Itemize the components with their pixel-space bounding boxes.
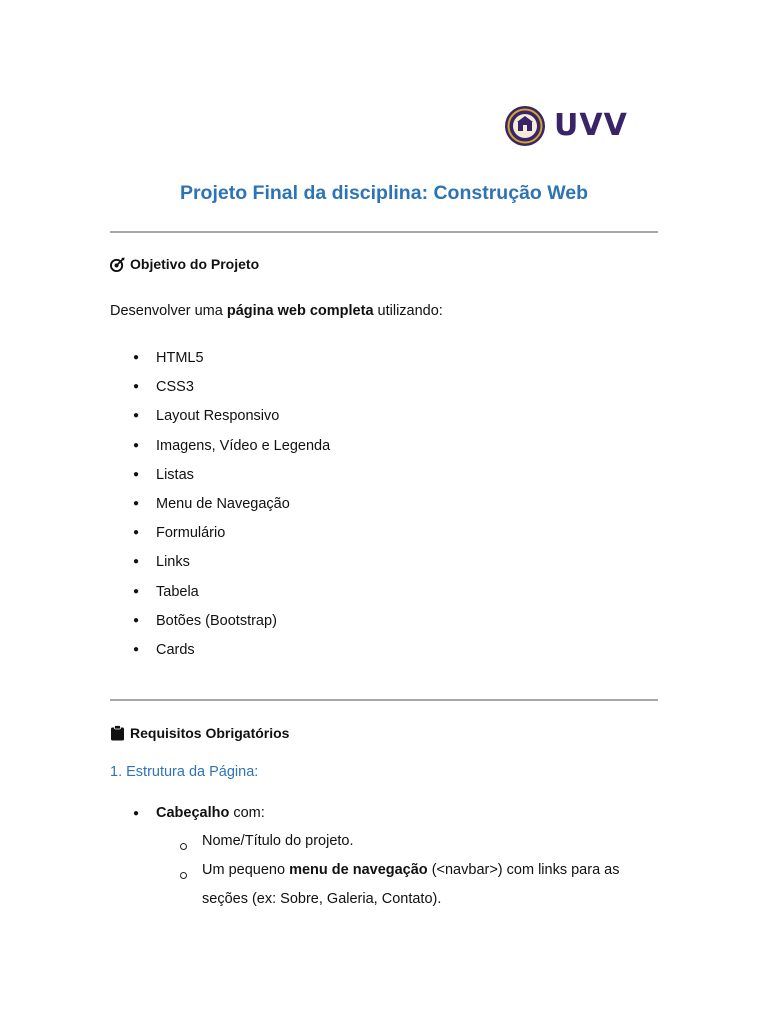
section-heading-text: Requisitos Obrigatórios [130, 725, 290, 741]
clipboard-icon [110, 725, 125, 741]
target-dart-icon [110, 257, 125, 272]
intro-text-bold: página web completa [226, 303, 374, 319]
list-item-text: Botões (Bootstrap) [156, 612, 277, 629]
intro-text-pre: Desenvolver uma [110, 303, 227, 319]
list-item-text: Menu de Navegação [156, 495, 290, 512]
hollow-bullet-icon [180, 843, 187, 850]
horizontal-rule [110, 699, 658, 701]
uvv-seal-icon [504, 105, 546, 147]
hollow-bullet-icon [180, 872, 187, 879]
objective-list [110, 349, 330, 670]
list-item [110, 437, 330, 466]
list-item [110, 466, 330, 495]
sub-list-item-continuation: seções (ex: Sobre, Galeria, Contato). [202, 891, 442, 907]
list-item-text: com: [229, 805, 265, 821]
bullet-icon: ● [133, 614, 140, 626]
list-item-text: Imagens, Vídeo e Legenda [156, 437, 331, 454]
bullet-icon: ● [133, 643, 140, 655]
list-item-text: HTML5 [156, 350, 204, 366]
bullet-icon: ● [133, 497, 140, 509]
sub-item-text-bold: menu de navegação [289, 862, 428, 878]
list-item [110, 495, 330, 524]
bullet-icon: ● [133, 439, 140, 451]
sub-item-text-post: (<navbar>) com links para as [427, 862, 620, 878]
bullet-icon: ● [133, 527, 140, 539]
bullet-icon: ● [133, 381, 140, 393]
document-title: Projeto Final da disciplina: Construção Web [179, 182, 589, 204]
bullet-icon: ● [133, 352, 140, 363]
logo-text: UVV [554, 108, 628, 143]
list-item-bold: Cabeçalho [156, 805, 230, 821]
sub-list-item: Nome/Título do projeto. [202, 833, 354, 849]
bullet-icon: ● [133, 556, 140, 568]
list-item [110, 407, 330, 436]
list-item [110, 524, 330, 553]
list-item [110, 553, 330, 582]
list-item-text: Listas [156, 466, 194, 483]
bullet-icon: ● [133, 468, 140, 480]
section-heading-objetivo [110, 256, 259, 272]
uvv-logo [504, 104, 628, 148]
horizontal-rule [110, 231, 658, 233]
sub-list-item [202, 862, 619, 878]
list-item-text: Layout Responsivo [156, 408, 280, 425]
list-item [110, 612, 330, 641]
list-item-cabecalho [156, 805, 265, 821]
list-item [110, 583, 330, 612]
list-item-text: CSS3 [156, 379, 194, 396]
list-item-text: Formulário [156, 525, 226, 542]
bullet-icon: ● [133, 410, 140, 422]
bullet-icon: ● [133, 808, 140, 819]
subheading-estrutura: 1. Estrutura da Página: [110, 764, 259, 780]
list-item [110, 378, 330, 407]
list-item [110, 641, 330, 670]
list-item [110, 349, 330, 378]
bullet-icon: ● [133, 585, 140, 597]
intro-text-post: utilizando: [373, 303, 443, 319]
intro-paragraph [110, 303, 443, 319]
section-heading-requisitos [110, 725, 289, 741]
list-item-text: Tabela [156, 583, 199, 600]
list-item-text: Links [156, 554, 190, 571]
section-heading-text: Objetivo do Projeto [130, 256, 260, 272]
sub-item-text-pre: Um pequeno [202, 862, 290, 878]
list-item-text: Cards [156, 641, 195, 658]
